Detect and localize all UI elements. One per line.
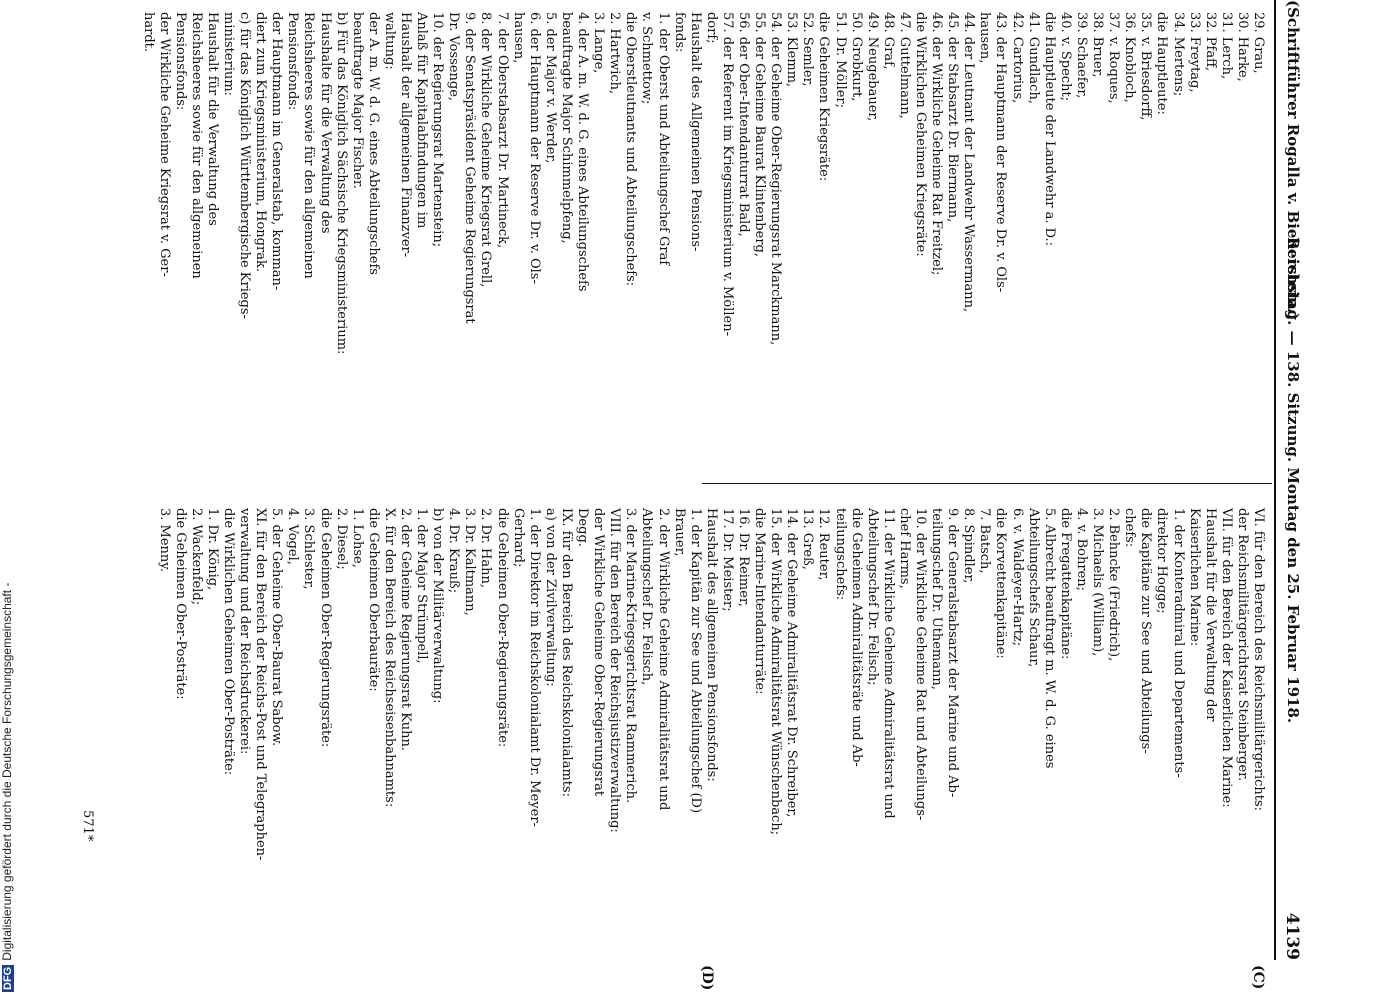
text-line: 9. der Generalstabsarzt der Marine und Ab-	[945, 508, 961, 798]
text-line: 33. Freytag,	[1186, 12, 1202, 93]
text-line: 9. der Senatspräsident Geheime Regierungsrat	[462, 12, 478, 324]
text-line: 42. Cartorius,	[1009, 12, 1025, 104]
header-page-number: 4139	[1282, 912, 1302, 960]
text-line: die Geheimen Kriegsräte:	[816, 12, 832, 182]
text-line: 11. der Wirkliche Geheime Admiralitätsrat und	[880, 508, 896, 819]
column-divider	[702, 483, 1272, 484]
text-line: 4. Dr. Krauß;	[446, 508, 462, 594]
text-line: 5. Albrecht beauftragt m. W. d. G. eines	[1041, 508, 1057, 769]
text-line: X. für den Bereich des Reichseisenbahnamts:	[381, 508, 397, 808]
text-line: 3. Menny.	[156, 508, 172, 573]
text-line: Abteilungschef Dr. Felisch,	[639, 508, 655, 686]
left-text-column	[139, 12, 1266, 452]
text-line: hausen,	[510, 12, 526, 64]
text-line: 36. Knobloch,	[1122, 12, 1138, 103]
text-line: teilungschefs:	[832, 508, 848, 601]
text-line: 37. v. Roques,	[1106, 12, 1122, 104]
text-line: 1. der Major Strümpell,	[414, 508, 430, 664]
text-line: Gerhard;	[510, 508, 526, 568]
text-line: 4. Vogel,	[285, 508, 301, 565]
text-line: diert zum Kriegsministerium, Hongrak.	[253, 12, 269, 272]
text-line: dorf;	[703, 12, 719, 44]
text-line: v. Schmettow;	[639, 12, 655, 105]
text-line: die Korvettenkapitäne:	[993, 508, 1009, 659]
text-line: die Hauptleute:	[1154, 12, 1170, 115]
text-line: 2. Diesel;	[333, 508, 349, 570]
text-line: Haushalt des Allgemeinen Pensions-	[687, 12, 703, 252]
text-line: 29. Grau,	[1251, 12, 1266, 74]
text-line: die Oberstleutnants und Abteilungschefs:	[623, 12, 639, 287]
footer-page-number: 571*	[80, 810, 95, 842]
text-line: die Geheimen Oberbauräte:	[365, 508, 381, 692]
text-line: fonds:	[671, 12, 687, 53]
text-line: teilungschef Dr. Uthemann,	[929, 508, 945, 690]
digitization-credit	[0, 583, 14, 992]
text-line: die Kapitäne zur See und Abteilungs-	[1138, 508, 1154, 754]
text-line: der Wirkliche Geheime Ober-Regierungsrat	[591, 508, 607, 797]
text-line: Haushalt der allgemeinen Finanzver-	[398, 12, 414, 258]
text-line: die Marine-Intendanturräte:	[752, 508, 768, 695]
text-line: 8. der Wirkliche Geheime Kriegsrat Grell,	[478, 12, 494, 288]
text-line: Abteilungschefs Schaur,	[1025, 508, 1041, 668]
text-line: IX. für den Bereich des Reichskolonialamts:	[558, 508, 574, 798]
text-line: Pensionsfonds:	[172, 12, 188, 111]
text-line: 2. Dr. Hahn,	[478, 508, 494, 588]
text-line: beauftragte Major Fischer.	[349, 12, 365, 189]
text-line: XI. für den Bereich der Reichs-Post und Telegraphen-	[253, 508, 269, 861]
text-line: die Hauptleute der Landwehr a. D.:	[1041, 12, 1057, 247]
text-line: der Wirkliche Geheime Kriegsrat v. Ger-	[156, 12, 172, 277]
header-title: Reichstag. — 138. Sitzung. Montag den 25. Februar 1918.	[1284, 236, 1302, 724]
text-line: 54. der Geheime Ober-Regierungsrat Marckmann,	[768, 12, 784, 346]
text-line: 44. der Leutnant der Landwehr Wassermann,	[961, 12, 977, 313]
text-line: 40. v. Specht;	[1057, 12, 1073, 102]
text-line: hausen,	[977, 12, 993, 64]
text-line: 46. der Wirkliche Geheime Rat Freitzel;	[929, 12, 945, 276]
text-line: 52. Semler,	[800, 12, 816, 87]
text-line: der A. m. W. d. G. eines Abteilungschefs	[365, 12, 381, 275]
text-line: 10. der Regierungsrat Martenstein;	[430, 12, 446, 248]
text-line: 6. v. Waldeyer-Hartz;	[1009, 508, 1025, 647]
text-line: Pensionsfonds:	[285, 12, 301, 111]
page-header	[1274, 0, 1310, 960]
text-line: 39. Schaefer,	[1073, 12, 1089, 99]
text-line: 2. Hartwich,	[607, 12, 623, 95]
text-line: die Geheimen Ober-Posträte:	[172, 508, 188, 700]
text-line: chefs:	[1122, 508, 1138, 548]
text-line: verwaltung und der Reichsdruckerei:	[237, 508, 253, 755]
text-line: hardt.	[140, 12, 156, 53]
text-line: Abteilungschef Dr. Felisch;	[864, 508, 880, 686]
text-line: 1. der Oberst und Abteilungschef Graf	[655, 12, 671, 266]
text-line: 48. Graf,	[880, 12, 896, 70]
text-line: 1. der Kapitän zur See und Abteilungschef (D)	[687, 508, 703, 814]
text-line: c) für das Königlich Württembergische Kriegs-	[237, 12, 253, 319]
text-line: Haushalt für die Verwaltung der	[1202, 508, 1218, 722]
text-line: Haushalt für die Verwaltung des	[204, 12, 220, 226]
text-line: 14. der Geheime Admiralitätsrat Dr. Schreiber,	[784, 508, 800, 818]
text-line: 47. Guttelmann,	[896, 12, 912, 119]
text-line: 3. Lange,	[591, 12, 607, 74]
text-line: 30. Harke,	[1234, 12, 1250, 82]
text-line: 2. der Wirkliche Geheime Admiralitätsrat und	[655, 508, 671, 811]
text-line: 4. der A. m. W. d. G. eines Abteilungschefs	[575, 12, 591, 292]
text-line: 1. der Konteradmiral und Departements-	[1170, 508, 1186, 778]
text-line: 34. Mertens;	[1170, 12, 1186, 97]
text-line: 5. der Major v. Werder,	[542, 12, 558, 164]
text-line: beauftragte Major Schimmelpfeng,	[558, 12, 574, 244]
text-line: Reichsheeres sowie für den allgemeinen	[301, 12, 317, 279]
text-line: der Hauptmann im Generalstab, komman-	[269, 12, 285, 291]
text-line: waltung:	[381, 12, 397, 70]
text-line: Anlaß für Kapitalabfindungen im	[414, 12, 430, 229]
text-line: 32. Pfaff,	[1202, 12, 1218, 72]
text-line: Kaiserlichen Marine:	[1186, 508, 1202, 647]
text-line: 1. der Direktor im Reichskolonialamt Dr. Meyer-	[526, 508, 542, 827]
text-line: Haushalt des allgemeinen Pensionsfonds:	[703, 508, 719, 782]
text-line: 16. Dr. Reimer,	[736, 508, 751, 607]
text-line: a) von der Zivilverwaltung:	[542, 508, 558, 687]
text-line: Degg.	[575, 508, 591, 547]
text-line: 6. der Hauptmann der Reserve Dr. v. Ols-	[526, 12, 542, 284]
text-line: chef Harms,	[896, 508, 912, 589]
text-line: 7. Batsch,	[977, 508, 993, 574]
text-line: 38. Bruer,	[1090, 12, 1106, 78]
text-line: 1. Lohse,	[349, 508, 365, 568]
text-line: 53. Klemm,	[784, 12, 800, 88]
text-line: 5. der Geheime Ober-Baurat Sabow.	[269, 508, 285, 747]
text-line: 57. der Referent im Kriegsministerium v. Möllen-	[719, 12, 735, 336]
text-line: 3. Schlester,	[301, 508, 317, 590]
text-line: 2. der Geheime Regierungsrat Kuhn.	[398, 508, 414, 751]
text-line: die Geheimen Ober-Regierungsräte:	[494, 508, 510, 748]
text-line: 55. der Geheime Baurat Klintenberg,	[752, 12, 768, 257]
text-line: die Geheimen Ober-Regierungsräte:	[317, 508, 333, 748]
text-line: direktor Hogge;	[1154, 508, 1170, 614]
text-line: b) Für das Königlich Sächsische Kriegsministerium:	[333, 12, 349, 355]
text-line: 56. der Ober-Intendanturrat Bald,	[736, 12, 751, 237]
text-line: 7. der Oberstabsarzt Dr. Martineck,	[494, 12, 510, 249]
text-line: 15. der Wirkliche Admiralitätsrat Wünschenbach;	[768, 508, 784, 836]
text-line: die Wirklichen Geheimen Ober-Posträte:	[221, 508, 236, 776]
text-line: VIII. für den Bereich der Reichsjustizverwaltung:	[607, 508, 623, 833]
text-line: 10. der Wirkliche Geheime Rat und Abteilungs-	[913, 508, 929, 821]
text-line: die Wirklichen Geheimen Kriegsräte:	[913, 12, 929, 257]
text-line: 3. Michaelis (William),	[1090, 508, 1106, 657]
margin-marker-c: (C)	[1250, 965, 1266, 990]
text-line: 45. der Stabsarzt Dr. Biermann,	[945, 12, 961, 223]
text-line: 2. Wackenfeld;	[188, 508, 204, 606]
text-line: 3. Dr. Kaltmann,	[462, 508, 478, 616]
text-line: 43. der Hauptmann der Reserve Dr. v. Ols-	[993, 12, 1009, 293]
text-line: 49. Neugebauer,	[864, 12, 880, 122]
text-line: 17. Dr. Meister;	[719, 508, 735, 612]
credit-text: Digitalisierung gefördert durch die Deutsche Forschungsgemeinschaft -	[0, 582, 14, 961]
text-line: Reichsheeres sowie für den allgemeinen	[188, 12, 204, 279]
header-speaker-note: (Schriftführer Rogalla v. Bieberstein.)	[1284, 0, 1302, 321]
text-line: VII. für den Bereich der Kaiserlichen Marine:	[1218, 508, 1234, 808]
text-line: 12. Reuter,	[816, 508, 832, 581]
text-line: 8. Spindler,	[961, 508, 977, 584]
text-line: 41. Gundlach,	[1025, 12, 1041, 104]
text-line: Haushalte für die Verwaltung des	[317, 12, 333, 234]
text-line: 35. v. Briesdorff,	[1138, 12, 1154, 121]
text-line: die Geheimen Admiralitätsräte und Ab-	[848, 508, 864, 767]
text-line: 3. der Marine-Kriegsgerichtsrat Rammerich.	[623, 508, 639, 804]
right-text-column	[156, 508, 1266, 948]
text-line: Dr. Vossenge,	[446, 12, 462, 102]
text-line: 50. Grobkurt,	[848, 12, 864, 102]
text-line: ministerium:	[221, 12, 236, 97]
text-line: 1. Dr. König,	[204, 508, 220, 591]
text-line: 4. v. Bohren;	[1073, 508, 1089, 592]
text-line: der Reichsmilitärgerichtsrat Steinberger.	[1234, 508, 1250, 782]
text-line: b) von der Militärverwaltung:	[430, 508, 446, 704]
margin-marker-d: (D)	[699, 965, 715, 991]
text-line: 2. Behncke (Friedrich),	[1106, 508, 1122, 662]
text-line: 51. Dr. Möller;	[832, 12, 848, 109]
text-line: 13. Greß,	[800, 508, 816, 570]
text-line: die Fregattenkapitäne:	[1057, 508, 1073, 660]
text-line: 31. Lerch,	[1218, 12, 1234, 80]
text-line: VI. für den Bereich des Reichsmilitärgerichts:	[1251, 508, 1266, 812]
dfg-logo: DFG	[2, 966, 14, 990]
text-line: Brauer,	[671, 508, 687, 557]
